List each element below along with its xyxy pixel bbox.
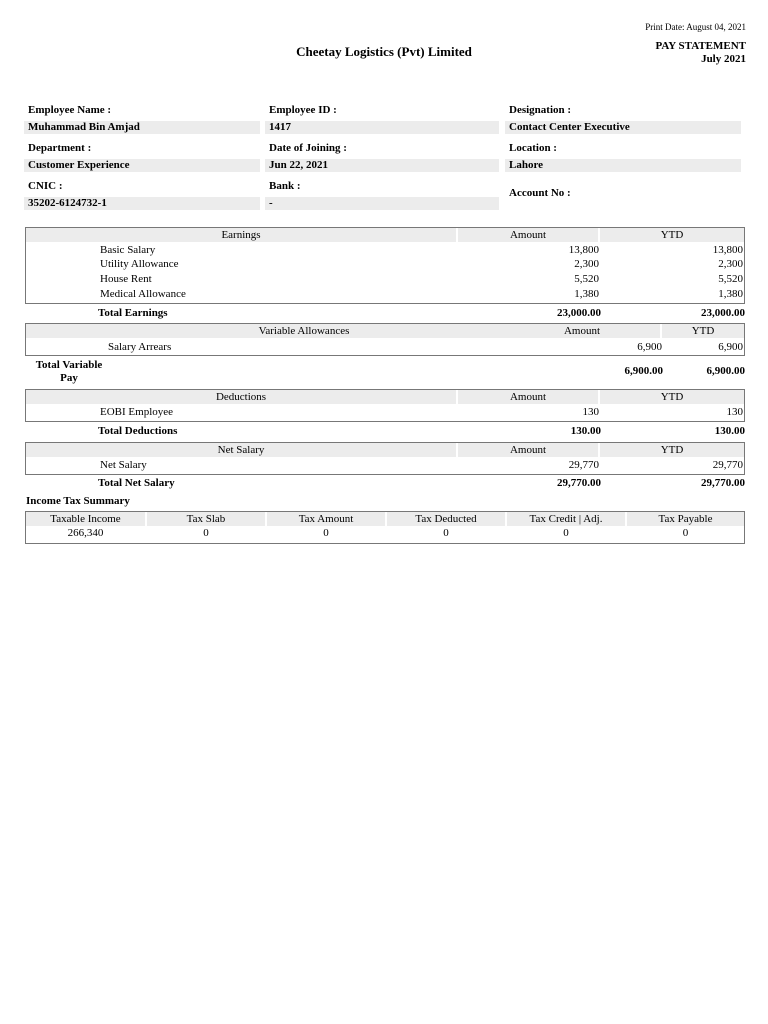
earnings-row-amount: 13,800 [568, 244, 599, 256]
earnings-row-label: Basic Salary [100, 244, 156, 256]
variable-amount-header: Amount [504, 324, 660, 338]
designation-value: Contact Center Executive [505, 121, 741, 134]
print-date: Print Date: August 04, 2021 [645, 22, 746, 32]
earnings-header: Earnings [26, 228, 456, 242]
deductions-amount-header: Amount [458, 390, 598, 404]
total-net-salary-amount: 29,770.00 [557, 477, 601, 489]
total-earnings-label: Total Earnings [98, 307, 168, 319]
earnings-row-amount: 5,520 [574, 273, 599, 285]
employee-name-value: Muhammad Bin Amjad [24, 121, 260, 134]
earnings-row-amount: 2,300 [574, 258, 599, 270]
employee-name-label: Employee Name : [28, 104, 112, 116]
tax-value-taxable-income: 266,340 [67, 527, 104, 539]
variable-row-ytd: 6,900 [718, 341, 743, 353]
earnings-row-ytd: 5,520 [718, 273, 743, 285]
net-salary-header: Net Salary [26, 443, 456, 457]
net-salary-ytd-header: YTD [600, 443, 744, 457]
cnic-label: CNIC : [28, 180, 63, 192]
income-tax-table [25, 511, 745, 544]
bank-value: - [265, 197, 499, 210]
variable-row-amount: 6,900 [637, 341, 662, 353]
deductions-header: Deductions [26, 390, 456, 404]
earnings-row-label: Utility Allowance [100, 258, 179, 270]
net-salary-row-ytd: 29,770 [712, 459, 743, 471]
date-of-joining-value: Jun 22, 2021 [265, 159, 499, 172]
earnings-row-amount: 1,380 [574, 288, 599, 300]
deductions-row-amount: 130 [582, 406, 599, 418]
bank-label: Bank : [269, 180, 301, 192]
net-salary-amount-header: Amount [458, 443, 598, 457]
employee-id-value: 1417 [265, 121, 499, 134]
account-no-label: Account No : [509, 187, 571, 199]
total-net-salary-label: Total Net Salary [98, 477, 175, 489]
earnings-row-label: House Rent [100, 273, 152, 285]
total-earnings-ytd: 23,000.00 [701, 307, 745, 319]
tax-header-tax-deducted: Tax Deducted [387, 512, 505, 526]
total-variable-ytd: 6,900.00 [706, 365, 745, 377]
net-salary-row-label: Net Salary [100, 459, 147, 471]
tax-header-taxable-income: Taxable Income [26, 512, 145, 526]
net-salary-table [25, 442, 745, 475]
earnings-row-ytd: 1,380 [718, 288, 743, 300]
deductions-row-label: EOBI Employee [100, 406, 174, 418]
total-deductions-label: Total Deductions [98, 425, 178, 437]
net-salary-row-amount: 29,770 [568, 459, 599, 471]
total-variable-amount: 6,900.00 [624, 365, 663, 377]
tax-header-tax-credit: Tax Credit | Adj. [507, 512, 625, 526]
tax-value-tax-slab: 0 [203, 527, 209, 539]
deductions-ytd-header: YTD [600, 390, 744, 404]
cnic-value: 35202-6124732-1 [24, 197, 260, 210]
total-deductions-amount: 130.00 [570, 425, 601, 437]
statement-period: July 2021 [701, 53, 746, 65]
earnings-amount-header: Amount [458, 228, 598, 242]
deductions-table [25, 389, 745, 422]
location-label: Location : [509, 142, 557, 154]
variable-allowances-table [25, 323, 745, 356]
tax-value-tax-amount: 0 [323, 527, 329, 539]
tax-header-tax-amount: Tax Amount [267, 512, 385, 526]
total-variable-pay-label: Total Variable Pay [35, 359, 103, 384]
total-deductions-ytd: 130.00 [714, 425, 745, 437]
earnings-row-label: Medical Allowance [100, 288, 186, 300]
tax-header-tax-slab: Tax Slab [147, 512, 265, 526]
earnings-ytd-header: YTD [600, 228, 744, 242]
location-value: Lahore [505, 159, 741, 172]
department-label: Department : [28, 142, 92, 154]
earnings-row-ytd: 13,800 [712, 244, 743, 256]
tax-value-tax-deducted: 0 [443, 527, 449, 539]
statement-title: PAY STATEMENT [655, 40, 746, 52]
employee-id-label: Employee ID : [269, 104, 337, 116]
date-of-joining-label: Date of Joining : [269, 142, 347, 154]
variable-ytd-header: YTD [662, 324, 744, 338]
total-net-salary-ytd: 29,770.00 [701, 477, 745, 489]
department-value: Customer Experience [24, 159, 260, 172]
earnings-row-ytd: 2,300 [718, 258, 743, 270]
total-earnings-amount: 23,000.00 [557, 307, 601, 319]
variable-header: Variable Allowances [26, 324, 582, 338]
tax-value-tax-payable: 0 [682, 527, 689, 539]
tax-value-tax-credit: 0 [563, 527, 569, 539]
variable-row-label: Salary Arrears [108, 341, 172, 353]
earnings-table [25, 227, 745, 304]
income-tax-summary-title: Income Tax Summary [26, 495, 130, 507]
tax-header-tax-payable: Tax Payable [627, 512, 744, 526]
company-name: Cheetay Logistics (Pvt) Limited [296, 44, 472, 59]
deductions-row-ytd: 130 [726, 406, 743, 418]
designation-label: Designation : [509, 104, 572, 116]
